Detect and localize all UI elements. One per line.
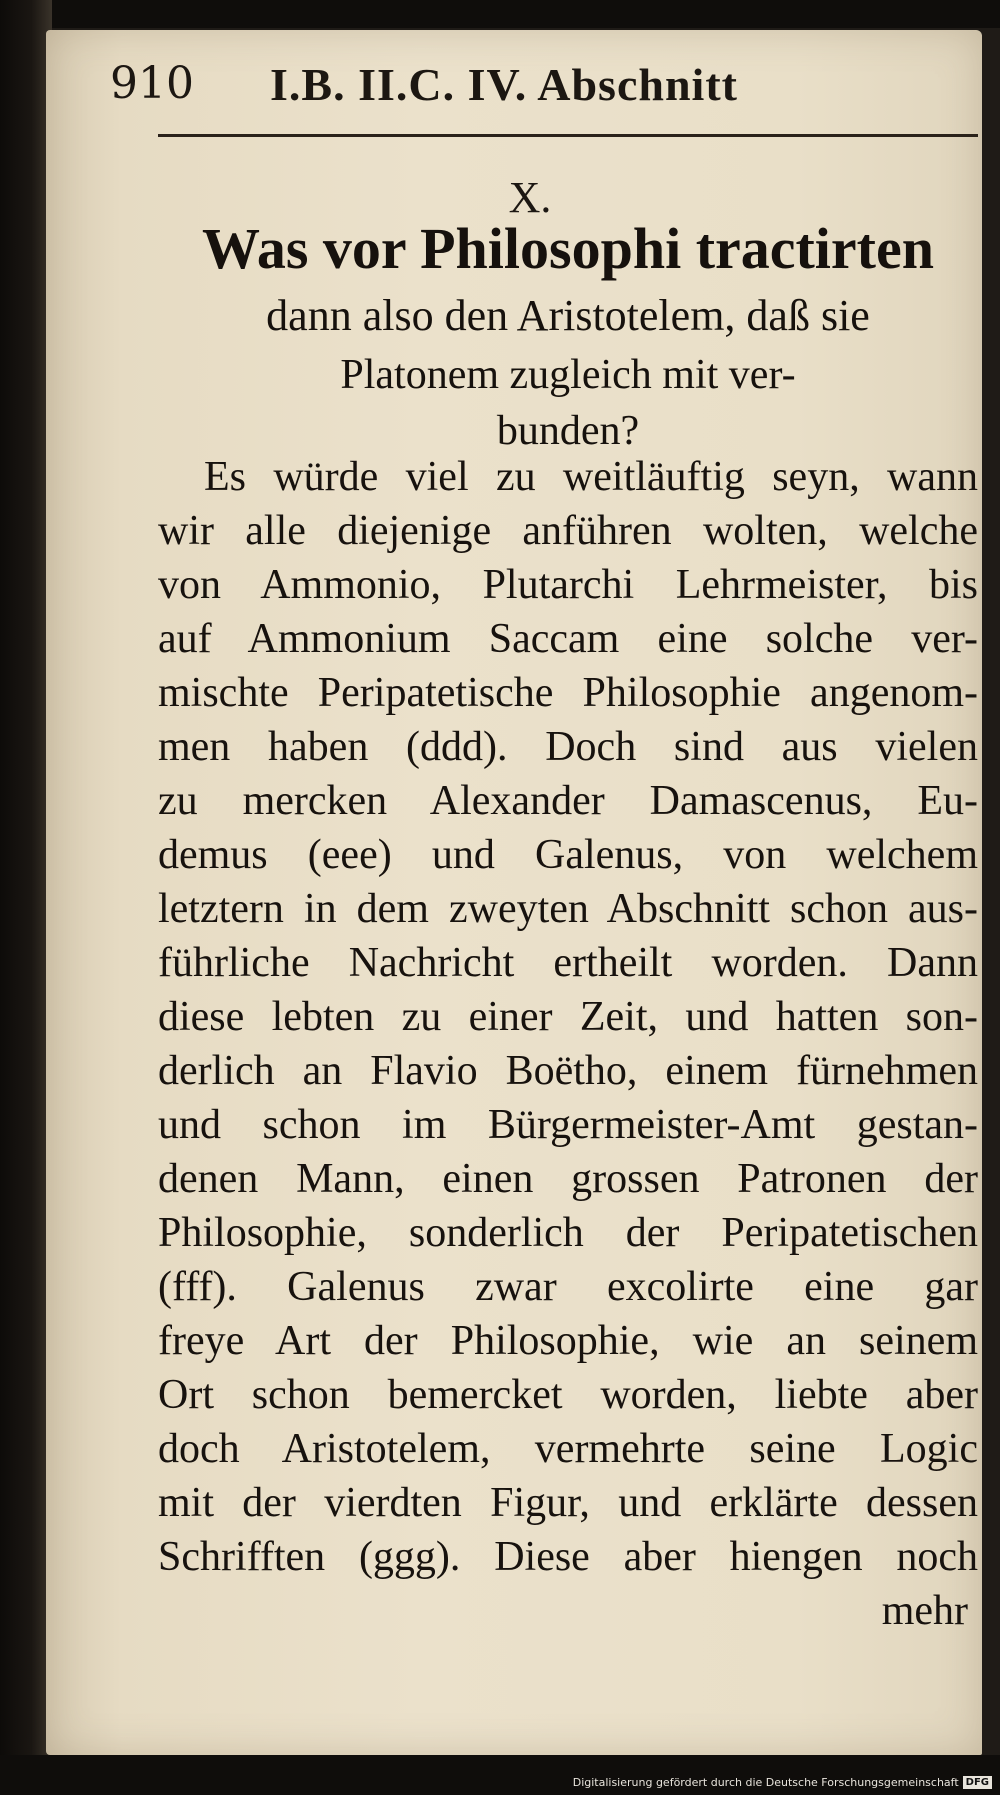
running-title: I.B. II.C. IV. Abschnitt xyxy=(270,59,738,110)
book-gutter-shadow xyxy=(0,0,52,1795)
scan-border-bottom xyxy=(0,1755,1000,1795)
heading-line: dann also den Aristotelem, daß sie xyxy=(266,291,870,340)
text-line: wir alle diejenige anführen wolten, welche xyxy=(158,508,978,554)
text-line: Philosophie, sonderlich der Peripatetischen xyxy=(158,1210,978,1256)
heading-line: Was vor Philosophi tractirten xyxy=(202,216,934,281)
text-line: (fff). Galenus zwar excolirte eine gar xyxy=(158,1264,978,1310)
dfg-logo: DFG xyxy=(963,1776,992,1789)
text-line: doch Aristotelem, vermehrte seine Logic xyxy=(158,1426,978,1472)
text-line: mit der vierdten Figur, und erklärte dessen xyxy=(158,1480,978,1526)
text-line: und schon im Bürgermeister-Amt gestan- xyxy=(158,1102,978,1148)
text-line: freye Art der Philosophie, wie an seinem xyxy=(158,1318,978,1364)
page-number: 910 xyxy=(110,58,194,109)
section-number: X. xyxy=(508,173,552,222)
text-line: men haben (ddd). Doch sind aus vielen xyxy=(158,724,978,770)
heading-line: Platonem zugleich mit ver- xyxy=(340,352,796,398)
text-line: von Ammonio, Plutarchi Lehrmeister, bis xyxy=(158,562,978,608)
text-line: letztern in dem zweyten Abschnitt schon aus- xyxy=(158,886,978,932)
header-rule xyxy=(158,134,978,137)
section-heading xyxy=(158,216,978,464)
text-line: diese lebten zu einer Zeit, und hatten son- xyxy=(158,994,978,1040)
body-paragraph xyxy=(158,450,978,1638)
text-line: zu mercken Alexander Damascenus, Eu- xyxy=(158,778,978,824)
text-line: derlich an Flavio Boëtho, einem fürnehmen xyxy=(158,1048,978,1094)
text-line: auf Ammonium Saccam eine solche ver- xyxy=(158,616,978,662)
digitization-credit xyxy=(573,1776,992,1789)
text-line: führliche Nachricht ertheilt worden. Dann xyxy=(158,940,978,986)
text-line: demus (eee) und Galenus, von welchem xyxy=(158,832,978,878)
catchword: mehr xyxy=(881,1588,968,1634)
credit-text: Digitalisierung gefördert durch die Deutsche Forschungsgemeinschaft xyxy=(572,1776,959,1789)
heading-line: bunden? xyxy=(496,408,640,454)
text-line: Schrifften (ggg). Diese aber hiengen noch xyxy=(158,1534,978,1580)
text-line: mischte Peripatetische Philosophie angenom- xyxy=(158,670,978,716)
text-line: Es würde viel zu weitläuftig seyn, wann xyxy=(204,454,978,500)
text-line: denen Mann, einen grossen Patronen der xyxy=(158,1156,978,1202)
running-head xyxy=(110,58,870,118)
scan-border-top xyxy=(0,0,1000,28)
text-line: Ort schon bemercket worden, liebte aber xyxy=(158,1372,978,1418)
